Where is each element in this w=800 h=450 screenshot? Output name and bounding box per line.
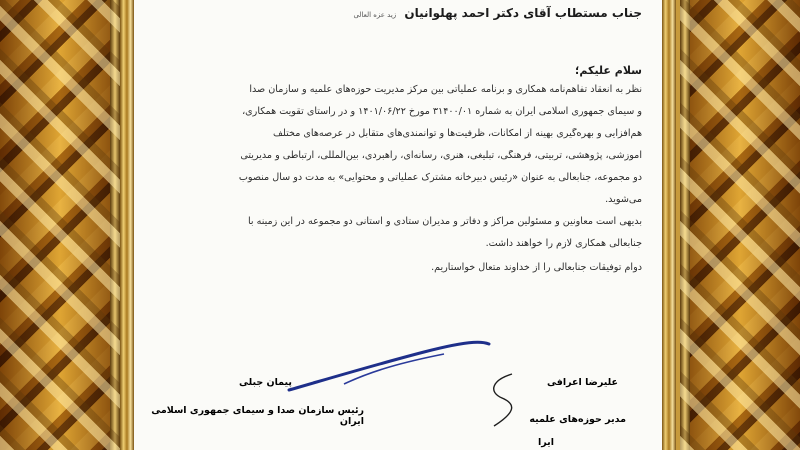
honorific-text: زید عزه العالی bbox=[353, 11, 397, 19]
signatory-right-title: مدیر حوزه‌های علمیه bbox=[529, 414, 626, 425]
signature-scribble-left bbox=[284, 340, 494, 400]
addressee-text: جناب مستطاب آقای دکتر احمد پهلوانیان bbox=[404, 6, 642, 20]
body-line: نظر به انعقاد تفاهم‌نامه همکاری و برنامه عملیاتی بین مرکز مدیریت حوزه‌های علمیه و سازمان صدا bbox=[249, 84, 642, 95]
signatory-left-title: رئیس سازمان صدا و سیمای جمهوری اسلامی ایران bbox=[151, 405, 364, 427]
letter-paper bbox=[134, 0, 662, 450]
gold-border-right bbox=[662, 0, 676, 450]
body-line: آموزشی، پژوهشی، تربیتی، فرهنگی، تبلیغی، هنری، رسانه‌ای، راهبردی، بین‌المللی، ارتباطی و مدیریتی bbox=[240, 150, 642, 161]
signatory-right-title-cut: ایرا bbox=[538, 437, 554, 448]
signatory-left-name: پیمان جبلی bbox=[238, 377, 292, 388]
greeting: سلام علیکم؛ bbox=[575, 64, 642, 77]
addressee-line bbox=[353, 6, 642, 20]
gold-border-left bbox=[120, 0, 134, 450]
signatory-right-name: علیرضا اعرافی bbox=[547, 377, 618, 388]
body-line: هم‌افزایی و بهره‌گیری بهینه از امکانات، ظرفیت‌ها و توانمندی‌های متقابل در عرصه‌های مختلف bbox=[273, 128, 642, 139]
body-line: دو مجموعه، جنابعالی به عنوان «رئیس دبیرخانه مشترک عملیاتی و محتوایی» به مدت دو سال منصوب bbox=[238, 172, 642, 183]
signature-scribble-right bbox=[482, 372, 522, 432]
body-line: و سیمای جمهوری اسلامی ایران به شماره ۳۱۴۰۰/۰۱ مورخ ۱۴۰۱/۰۶/۲۲ و در راستای تقویت همکاری، bbox=[242, 106, 642, 117]
ornamental-frame-right bbox=[680, 0, 800, 450]
body-line: می‌شوید. bbox=[605, 194, 642, 205]
body-line: بدیهی است معاونین و مسئولین مراکز و دفاتر و مدیران ستادی و استانی دو مجموعه در این زمینه با bbox=[247, 216, 642, 227]
body-line: دوام توفیقات جنابعالی را از خداوند متعال خواستاریم. bbox=[431, 262, 642, 273]
ornamental-frame-left bbox=[0, 0, 120, 450]
body-line: جنابعالی همکاری لازم را خواهند داشت. bbox=[485, 238, 642, 249]
